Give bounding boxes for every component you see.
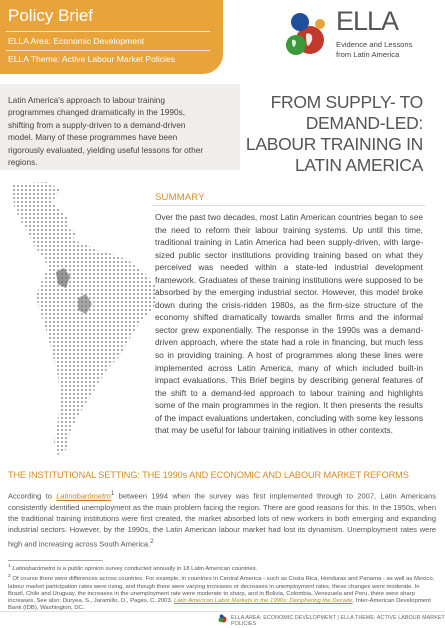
footnote-text: Of course there were differences across countries. For example, in countries in Central America - such as Costa Rica, Honduras and Panama - as well as Mexico, labour market participation rates were rising, and though there were varying increases or decreases in unemployment rates, these changes were moderate. In Brazil, Chile and Uruguay, the increases in the unemployment rate were moderate to sharp, and in Bolivia, Colombia, Venezuela and Peru, there were sharp increases. See also: Duryea, S., Jaramillo, O., Pagés, C. 2003. <box>8 576 435 605</box>
divider <box>6 31 210 32</box>
footnote-number: 2 <box>8 574 11 580</box>
summary-heading: SUMMARY <box>155 192 205 203</box>
logo-tagline: Evidence and Lessons <box>336 40 413 49</box>
footnote-text: . Inter-American Development Bank (IDB), Washington, DC. <box>8 598 431 612</box>
divider <box>152 205 425 206</box>
footnote-rule <box>8 560 103 561</box>
logo-wordmark: ELLA <box>336 6 399 36</box>
footnote-ref: 2 <box>150 537 154 545</box>
intro-text: Latin America's approach to labour training programmes changed dramatically in the 1990s, shifting from a supply-driven to a demand-driven model. Many of these programmes have been rigorously evaluated, yielding useful lessons for other regions. <box>8 95 204 168</box>
summary-text: Over the past two decades, most Latin American countries began to see the need to reform their labour training systems. Up until this time, traditional training in Latin America had been supply-driven, with large-sized public sector institutions providing training based on what they perceived was needed within a state-led industrial development framework. Graduates of these training institutions were supposed to be absorbed by the emerging industrial sector. However, this model broke down during the crisis-ridden 1980s, as the firm-size structure of the economy shifted dramatically towards smaller firms and the informal sector grew exponentially. The response in the 1990s was a demand-driven approach, where the state had a role in financing, but much less so in providing training. A host of programmes along these lines were implemented across Latin America, many of which included built-in impact evaluations. This Brief begins by describing general features of the shift to a demand-led approach to labour training and highlights some of the main programmes in the region. It then presents the results of the impact evaluations undertaken, concluding with some key lessons that may be useful for labour training initiatives in other contexts. <box>155 212 423 436</box>
brief-title: Policy Brief <box>8 6 94 25</box>
brief-area: ELLA Area: Economic Development <box>8 36 145 46</box>
paragraph-lead: According to <box>8 491 57 501</box>
divider <box>6 50 210 51</box>
brief-theme: ELLA Theme: Active Labour Market Policies <box>8 54 176 64</box>
footnote-number: 1 <box>8 564 11 569</box>
footnote-1 <box>8 563 436 573</box>
reference-link[interactable]: Latin American Labor Markets in the 1990s: Deciphering the Decade <box>174 598 353 605</box>
footnote-text: is a public opinion survey conducted annually in 18 Latin American countries. <box>55 565 258 572</box>
footnotes <box>8 563 436 613</box>
paragraph-body: between 1994 when the survey was first implemented through to 2007, Latin Americans consistently identified unemployment as the main problem facing the region. There are good reasons for this. In the 1950s, when the traditional training institutions were first created, the market absorbed lots of new workers in both emerging and expanding industrial sectors. However, by the 1990s, the Latin American labour market had lost its dynamism. Unemployment rates were high and increasing across South America. <box>8 491 436 549</box>
section-heading: THE INSTITUTIONAL SETTING: THE 1990s AND ECONOMIC AND LABOUR MARKET REFORMS <box>8 470 409 480</box>
latinobarometro-link[interactable]: Latinobarómetro <box>56 491 111 501</box>
footer-divider <box>0 611 445 612</box>
logo-tagline: from Latin America <box>336 50 400 59</box>
footnote-ref: 1 <box>110 490 115 497</box>
ella-logo-icon <box>276 10 336 60</box>
intro-box <box>0 84 240 170</box>
ella-mini-logo-icon <box>218 614 227 623</box>
footer-text: ELLA AREA: ECONOMIC DEVELOPMENT | ELLA THEME: ACTIVE LABOUR MARKET POLICIES <box>231 615 445 627</box>
footnote-2 <box>8 573 436 612</box>
policy-brief-banner <box>0 0 223 74</box>
section-paragraph <box>8 488 436 549</box>
latin-america-map-icon <box>8 180 168 460</box>
footnote-title: Latinobarómetro <box>12 565 56 572</box>
page-title: FROM SUPPLY- TO DEMAND-LED: LABOUR TRAINING IN LATIN AMERICA <box>245 92 423 175</box>
